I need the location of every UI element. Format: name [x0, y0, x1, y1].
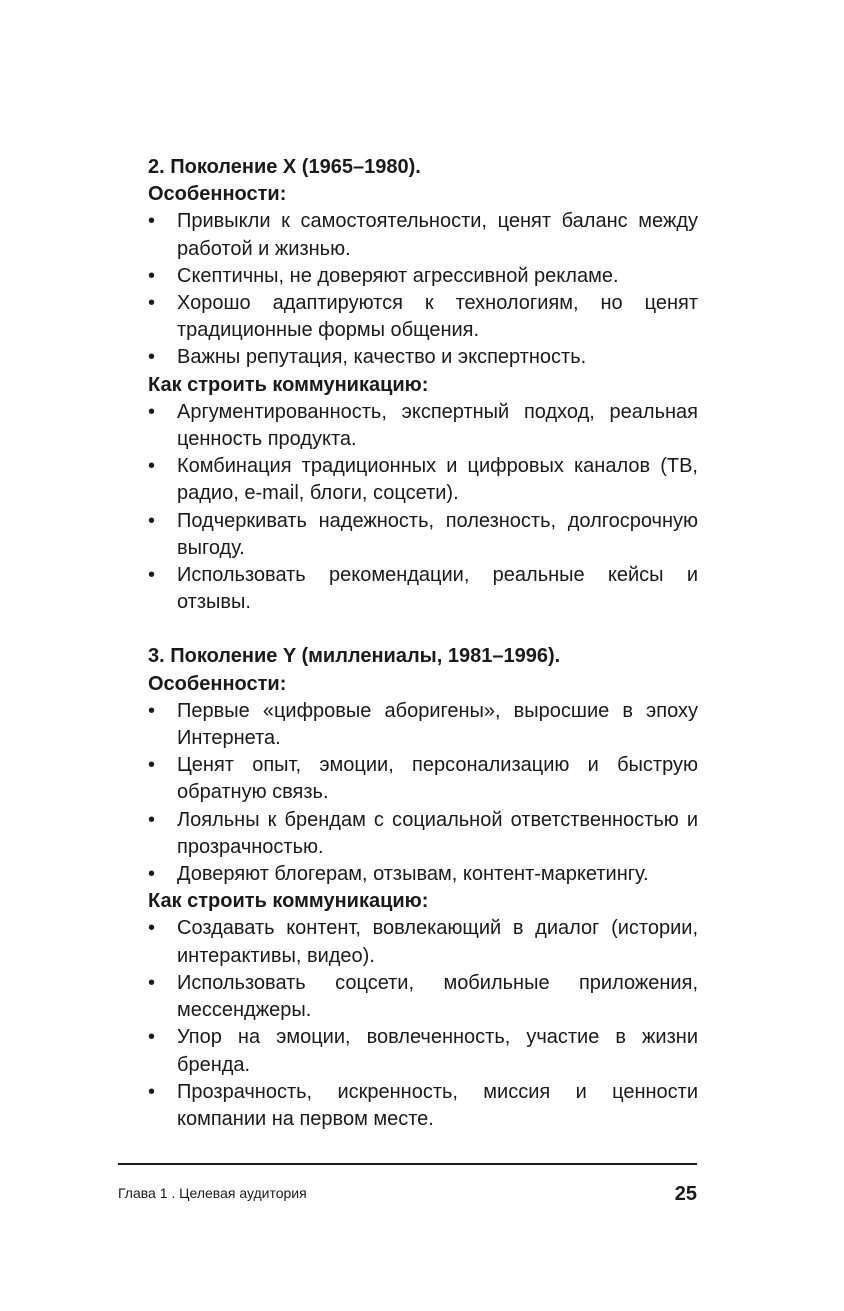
section-title: 3. Поколение Y (миллениалы, 1981–1996). — [148, 645, 561, 668]
bullet-icon: • — [148, 754, 156, 777]
list-item — [148, 508, 698, 562]
list-item-text: Скептичны, не доверяют агрессивной рекламе. — [177, 264, 619, 287]
page-number: 25 — [674, 1183, 697, 1205]
bullet-icon: • — [148, 264, 156, 287]
list-item-text: Лояльны к брендам с социальной ответственностью и прозрачностью. — [177, 808, 698, 858]
bullet-icon: • — [148, 346, 156, 369]
list-item-text: Первые «цифровые аборигены», выросшие в эпоху Интернета. — [177, 699, 698, 750]
list-item — [148, 752, 698, 806]
list-item-text: Создавать контент, вовлекающий в диалог (истории, интерактивы, видео). — [177, 917, 698, 967]
list-item-text: Использовать соцсети, мобильные приложения, мессенджеры. — [177, 971, 698, 1022]
list-item — [148, 915, 698, 969]
bullet-icon: • — [148, 863, 156, 886]
list-item-text: Ценят опыт, эмоции, персонализацию и быструю обратную связь. — [177, 754, 698, 804]
list-item — [148, 562, 698, 616]
features-heading: Особенности: — [148, 672, 287, 695]
list-item-text: Хорошо адаптируются к технологиям, но ценят традиционные формы общения. — [177, 292, 698, 342]
features-list — [148, 208, 698, 371]
page-content — [148, 154, 698, 1133]
section-generation-y — [148, 643, 698, 1133]
bullet-icon: • — [148, 455, 156, 478]
list-item — [148, 807, 698, 861]
bullet-icon: • — [148, 400, 156, 423]
list-item — [148, 698, 698, 752]
list-item-text: Комбинация традиционных и цифровых каналов (ТВ, радио, e-mail, блоги, соцсети). — [177, 455, 698, 505]
bullet-icon: • — [148, 564, 156, 587]
list-item — [148, 861, 698, 888]
bullet-icon: • — [148, 699, 156, 722]
list-item — [148, 1079, 698, 1133]
list-item-text: Прозрачность, искренность, миссия и ценности компании на первом месте. — [177, 1080, 698, 1130]
list-item — [148, 208, 698, 262]
communication-heading: Как строить коммуникацию: — [148, 890, 429, 913]
list-item — [148, 1024, 698, 1078]
bullet-icon: • — [148, 1080, 156, 1103]
list-item — [148, 453, 698, 507]
bullet-icon: • — [148, 292, 156, 315]
list-item — [148, 970, 698, 1024]
bullet-icon: • — [148, 210, 156, 233]
bullet-icon: • — [148, 808, 156, 831]
bullet-icon: • — [148, 917, 156, 940]
features-list — [148, 698, 698, 888]
section-divider — [148, 616, 698, 643]
list-item-text: Использовать рекомендации, реальные кейсы и отзывы. — [177, 564, 698, 614]
list-item — [148, 344, 698, 371]
list-item — [148, 399, 698, 453]
footer-divider — [118, 1163, 697, 1165]
list-item — [148, 290, 698, 344]
communication-list — [148, 915, 698, 1133]
list-item-text: Привыкли к самостоятельности, ценят баланс между работой и жизнью. — [177, 210, 698, 260]
bullet-icon: • — [148, 1026, 156, 1049]
list-item-text: Важны репутация, качество и экспертность. — [177, 346, 587, 369]
list-item-text: Доверяют блогерам, отзывам, контент-маркетингу. — [177, 863, 649, 886]
list-item-text: Аргументированность, экспертный подход, реальная ценность продукта. — [177, 400, 698, 451]
section-title: 2. Поколение X (1965–1980). — [148, 156, 421, 178]
list-item-text: Подчеркивать надежность, полезность, долгосрочную выгоду. — [177, 509, 698, 559]
list-item — [148, 263, 698, 290]
list-item-text: Упор на эмоции, вовлеченность, участие в жизни бренда. — [177, 1026, 698, 1076]
footer-chapter-title: Глава 1 . Целевая аудитория — [118, 1185, 307, 1201]
communication-heading: Как строить коммуникацию: — [148, 373, 429, 396]
section-generation-x — [148, 154, 698, 616]
features-heading: Особенности: — [148, 183, 287, 206]
bullet-icon: • — [148, 971, 156, 994]
communication-list — [148, 399, 698, 617]
bullet-icon: • — [148, 509, 156, 532]
